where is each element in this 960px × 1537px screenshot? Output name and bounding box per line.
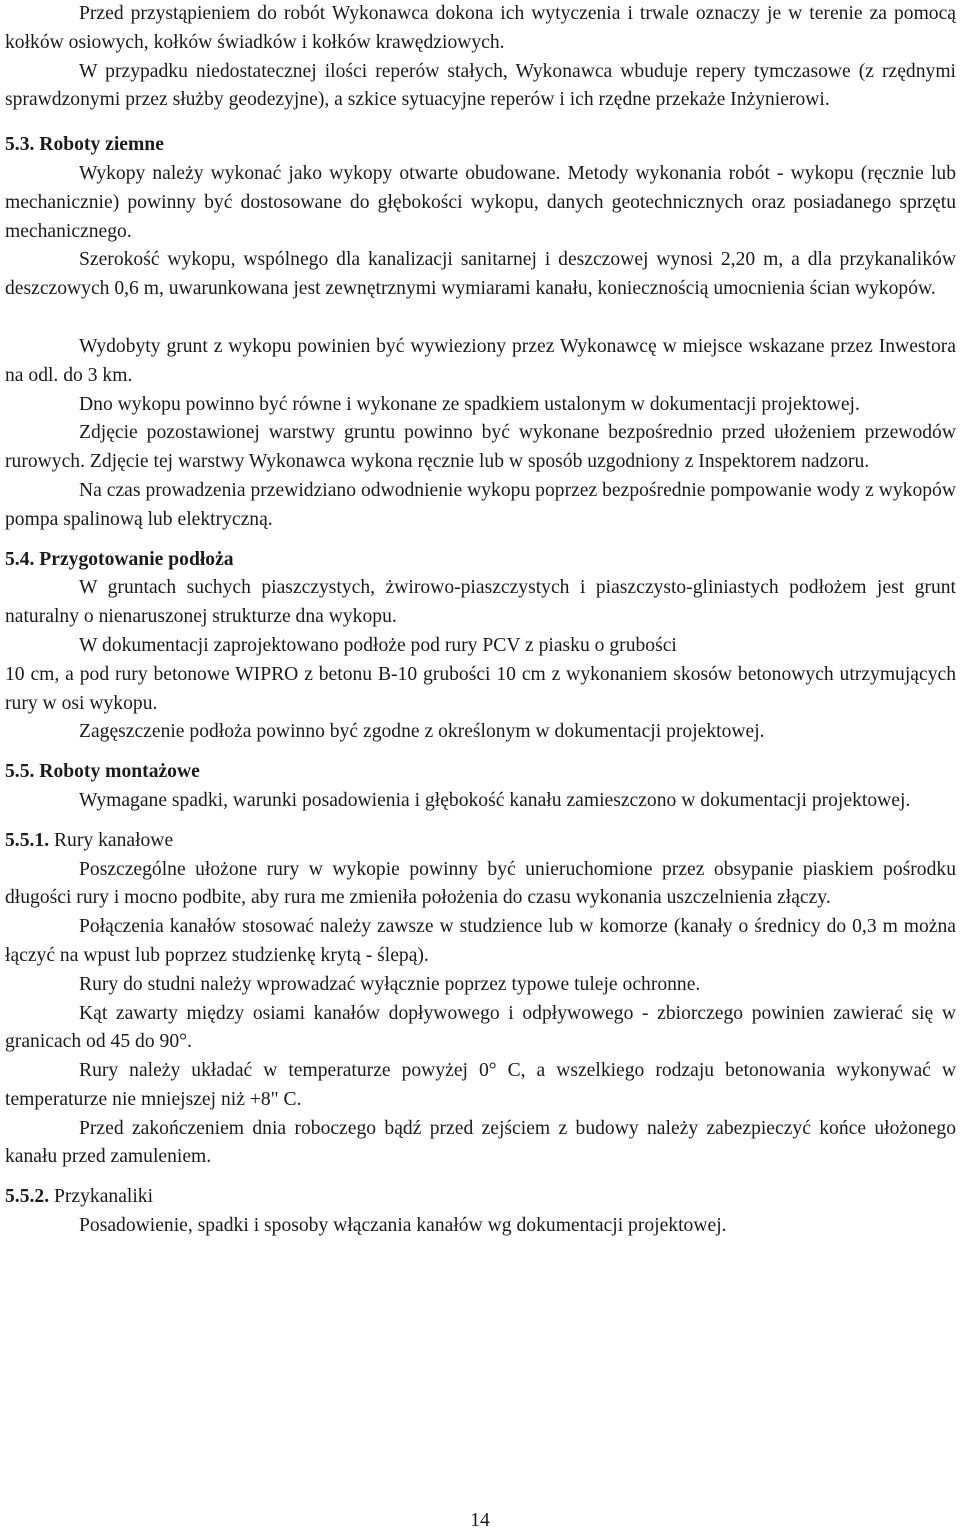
section-5-5-1-paragraph-2: Połączenia kanałów stosować należy zawsze w studzience lub w komorze (kanały o średnicy do 0,3 m można łączyć na wpust lub poprzez studzienkę krytą - ślepą).: [5, 916, 956, 966]
page-number: 14: [470, 1510, 490, 1531]
section-5-5-2-heading: [5, 1183, 956, 1212]
intro-paragraph-2: W przypadku niedostatecznej ilości reperów stałych, Wykonawca wbuduje repery tymczasowe (z rzędnymi sprawdzonymi przez służby geodezyjne), a szkice sytuacyjne reperów i ich rzędne przekaże Inżynierowi.: [5, 60, 956, 111]
section-5-4-heading: 5.4. Przygotowanie podłoża: [5, 548, 234, 570]
section-5-3-heading: 5.3. Roboty ziemne: [5, 134, 164, 156]
section-5-4-paragraph-1: W gruntach suchych piaszczystych, żwirowo-piaszczystych i piaszczysto-gliniastych podłożem jest grunt naturalny o nienaruszonej strukturze dna wykopu.: [5, 577, 956, 628]
section-5-5-1-paragraph-1: Poszczególne ułożone rury w wykopie powinny być unieruchomione przez obsypanie piaskiem pośrodku długości rury i mocno podbite, aby rura me zmieniła położenia do czasu wykonania uszczelnienia złączy.: [5, 858, 956, 909]
section-5-4-paragraph-2b: 10 cm, a pod rury betonowe WIPRO z betonu B-10 grubości 10 cm z wykonaniem skosów betonowych utrzymujących rury w osi wykopu.: [5, 663, 956, 714]
section-5-3-paragraph-5: Zdjęcie pozostawionej warstwy gruntu powinno być wykonane bezpośrednio przed ułożeniem przewodów rurowych. Zdjęcie tej warstwy Wykonawca wykona ręcznie lub w sposób uzgodniony z Inspektorem nadzoru.: [5, 422, 956, 473]
section-5-3-paragraph-2: Szerokość wykopu, wspólnego dla kanalizacji sanitarnej i deszczowej wynosi 2,20 m, a dla przykanalików deszczowych 0,6 m, uwarunkowana jest zewnętrznymi wymiarami kanału, koniecznością umocnienia ścian wykopów.: [5, 249, 956, 300]
section-5-5-1-paragraph-4: Kąt zawarty między osiami kanałów dopływowego i odpływowego - zbiorczego powinien zawierać się w granicach od 45 do 90°.: [5, 1002, 956, 1053]
section-5-4-paragraph-2a: W dokumentacji zaprojektowano podłoże pod rury PCV z piasku o grubości: [79, 634, 677, 656]
document-page: [5, 0, 956, 1241]
section-5-5-1-number: 5.5.1.: [5, 829, 50, 851]
section-5-3-paragraph-3: Wydobyty grunt z wykopu powinien być wywieziony przez Wykonawcę w miejsce wskazane przez Inwestora na odl. do 3 km.: [5, 335, 956, 386]
section-5-5-2-paragraph-1: Posadowienie, spadki i sposoby włączania kanałów wg dokumentacji projektowej.: [79, 1215, 727, 1237]
section-5-5-2-title: Przykanaliki: [49, 1186, 154, 1208]
section-5-5-1-paragraph-6: Przed zakończeniem dnia roboczego bądź przed zejściem z budowy należy zabezpieczyć końce ułożonego kanału przed zamuleniem.: [5, 1117, 956, 1168]
section-5-5-paragraph-1: Wymagane spadki, warunki posadowienia i głębokość kanału zamieszczono w dokumentacji projektowej.: [79, 789, 911, 811]
section-5-3-paragraph-6: Na czas prowadzenia przewidziano odwodnienie wykopu poprzez bezpośrednie pompowanie wody z wykopów pompa spalinową lub elektryczną.: [5, 479, 956, 530]
section-5-5-2-number: 5.5.2.: [5, 1186, 50, 1208]
section-5-5-1-heading: [5, 827, 956, 856]
section-5-5-1-paragraph-5: Rury należy układać w temperaturze powyżej 0° C, a wszelkiego rodzaju betonowania wykonywać w temperaturze nie mniejszej niż +8" C.: [5, 1060, 956, 1110]
section-5-3-paragraph-1: Wykopy należy wykonać jako wykopy otwarte obudowane. Metody wykonania robót - wykopu (ręcznie lub mechanicznie) powinny być dostosowane do głębokości wykopu, danych geotechnicznych oraz posiadanego sprzętu mechanicznego.: [5, 162, 956, 242]
intro-paragraph-1: Przed przystąpieniem do robót Wykonawca dokona ich wytyczenia i trwale oznaczy je w terenie za pomocą kołków osiowych, kołków świadków i kołków krawędziowych.: [5, 3, 956, 53]
section-5-5-heading: 5.5. Roboty montażowe: [5, 761, 200, 783]
section-5-3-paragraph-4: Dno wykopu powinno być równe i wykonane ze spadkiem ustalonym w dokumentacji projektowej.: [79, 393, 860, 415]
section-5-5-1-title: Rury kanałowe: [49, 829, 174, 851]
section-5-4-paragraph-3: Zagęszczenie podłoża powinno być zgodne z określonym w dokumentacji projektowej.: [79, 721, 765, 743]
section-5-5-1-paragraph-3: Rury do studni należy wprowadzać wyłącznie poprzez typowe tuleje ochronne.: [79, 973, 701, 995]
